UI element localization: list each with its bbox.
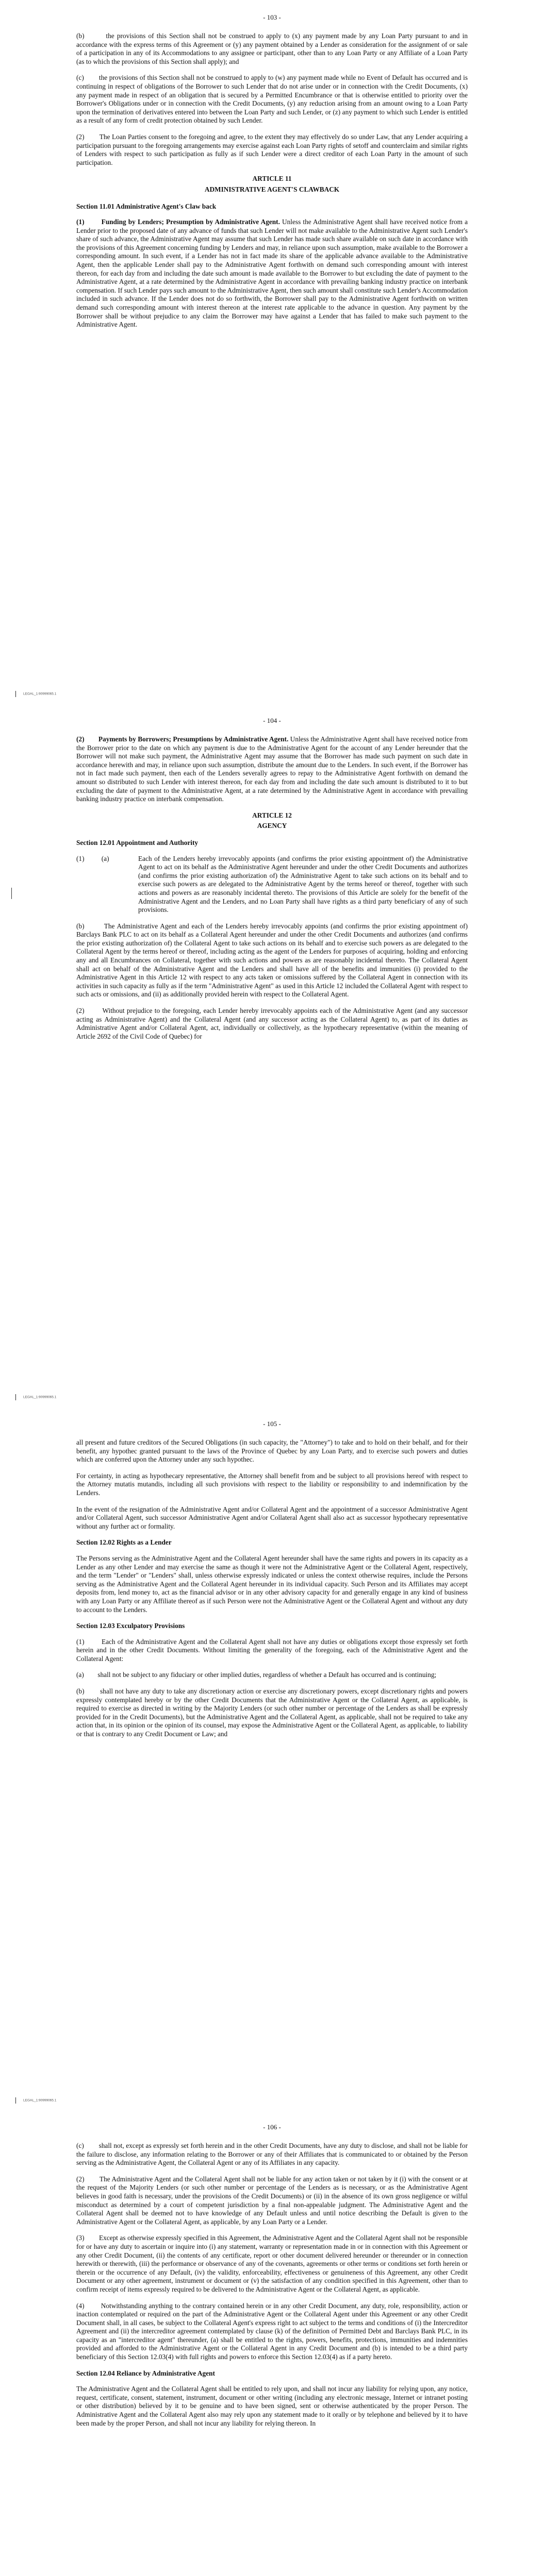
page-number: - 103 -	[263, 13, 281, 21]
paragraph-run-heading: (1) Funding by Lenders; Presumption by Administrative Agent.	[76, 218, 280, 226]
paragraph-2: (2) The Loan Parties consent to the foregoing and agree, to the extent they may effectively do so under Law, that any Lender acquiring a participation pursuant to the foregoing arrangements may exercise against each Loan Party rights of setoff and counterclaim and similar rights of Lenders with respect to such participation as fully as if such Lender were a direct creditor of each Loan Party in the amount of such participation.	[76, 132, 468, 166]
footer-code: LEGAL_1:90999065.1	[23, 2098, 57, 2103]
paragraph-1203-3: (3) Except as otherwise expressly specified in this Agreement, the Administrative Agent and the Collateral Agent shall not be responsible for or have any duty to ascertain or inquire into (i) any statement, warranty or representation made in or in connection with this Agreement or any other Credit Document, (ii) the contents of any certificate, report or other document delivered hereunder or thereunder or in connection herewith or therewith, (iii) the performance or observance of any of the covenants, agreements or other terms or conditions set forth herein or therein or the occurrence of any Default, (iv) the validity, enforceability, effectiveness or genuineness of this Agreement, any other Credit Document or any other agreement, instrument or document or (v) the satisfaction of any condition specified in this Agreement, other than to confirm receipt of items expressly required to be delivered to the Administrative Agent or the Collateral Agent, as applicable.	[76, 2234, 468, 2293]
article-title: ARTICLE 12	[252, 811, 292, 819]
paragraph-run-body: Unless the Administrative Agent shall have received notice from a Lender prior to the proposed date of any advance of funds that such Lender will not make available to the Administrative Agent such Lender's share of such advance, the Administrative Agent may assume that such Lender has made such share available on such date in accordance with the provisions of this Agreement concerning funding by Lenders and may, in reliance upon such assumption, make available to the Borrower a corresponding amount. In such event, if a Lender has not in fact made its share of the applicable advance available to the Administrative Agent, then the applicable Lender shall pay to the Administrative Agent forthwith on demand such corresponding amount with interest thereon, for each day from and including the date such amount is made available to the Borrower to but excluding the date of payment to the Administrative Agent, at a rate determined by the Administrative Agent in accordance with prevailing banking industry practice on interbank compensation. If such Lender pays such amount to the Administrative Agent, then such amount shall constitute such Lender's Accommodation included in such advance. If the Lender does not do so forthwith, the Borrower shall pay to the Administrative Agent forthwith on written demand such corresponding amount with interest thereon at the interest rate applicable to the advance in question. Any payment by the Borrower shall be without prejudice to any claim the Borrower may have against a Lender that has failed to make such payment to the Administrative Agent.	[76, 218, 468, 329]
page-footer	[15, 1394, 56, 1400]
paragraph-c: (c) the provisions of this Section shall not be construed to apply to (w) any payment made while no Event of Default has occurred and is continuing in respect of obligations of the Borrower to such Lender that do not arise under or in connection with the Credit Documents, (x) any payment made in respect of an obligation that is secured by a Permitted Encumbrance or that is otherwise entitled to priority over the Borrower's Obligations under or in connection with the Credit Documents, (y) any reduction arising from an amount owing to a Loan Party upon the termination of derivatives entered into between the Loan Party and such Lender, or (z) any payment to which such Lender is entitled as a result of any form of credit protection obtained by such Lender.	[76, 74, 468, 125]
page-footer	[15, 2097, 56, 2104]
section-heading: Section 12.02 Rights as a Lender	[76, 1538, 172, 1547]
paragraph-1203-4: (4) Notwithstanding anything to the contrary contained herein or in any other Credit Document, any duty, role, responsibility, action or inaction contemplated or required on the part of the Administrative Agent or the Collateral Agent under this Agreement or any other Credit Document shall, in all cases, be subject to the Collateral Agent's express right to act subject to the terms and conditions of (i) the Intercreditor Agreement and (ii) the intercreditor agreement contemplated by clause (k) of the definition of Permitted Debt and Barclays Bank PLC, in its capacity as an "intercreditor agent" thereunder, (a) shall be entitled to the rights, powers, benefits, protections, immunities and indemnities provided and afforded to the Administrative Agent or the Collateral Agent in any Credit Document and (b) is intended to be a third party beneficiary of this Section 12.03(4) with full rights and powers to enforce this Section 12.03(4) as if a party hereto.	[76, 2301, 468, 2361]
paragraph-1101-2	[76, 735, 468, 804]
paragraph-run-heading: (2) Payments by Borrowers; Presumptions by Administrative Agent.	[76, 735, 289, 743]
change-bar	[15, 2097, 16, 2104]
article-subtitle: ADMINISTRATIVE AGENT'S CLAWBACK	[204, 185, 340, 193]
document-page-106	[0, 2110, 544, 2576]
document-page-105	[0, 1406, 544, 2110]
page-number: - 106 -	[263, 2123, 281, 2131]
paragraph-1203-c: (c) shall not, except as expressly set forth herein and in the other Credit Documents, have any duty to disclose, and shall not be liable for the failure to disclose, any information relating to the Borrower or any of their Affiliates that is communicated to or obtained by the Person serving as the Administrative Agent, the Collateral Agent or any of its Affiliates in any capacity.	[76, 2142, 468, 2167]
section-heading: Section 12.04 Reliance by Administrative Agent	[76, 2369, 215, 2377]
page-content	[76, 2110, 468, 2576]
paragraph-1203-a: (a) shall not be subject to any fiduciary or other implied duties, regardless of whether a Default has occurred and is continuing;	[76, 1671, 437, 1679]
page-content	[76, 0, 468, 703]
footer-code: LEGAL_1:90999065.1	[23, 692, 57, 696]
document-page-103	[0, 0, 544, 703]
page-footer	[15, 691, 56, 697]
paragraph-1202: The Persons serving as the Administrative Agent and the Collateral Agent hereunder shall have the same rights and powers in its capacity as a Lender as any other Lender and may exercise the same as though it were not the Administrative Agent or the Collateral Agent, respectively, and the term "Lender" or "Lenders" shall, unless otherwise expressly indicated or unless the context otherwise requires, include the Persons serving as the Administrative Agent and the Collateral Agent hereunder in its individual capacity. Such Person and its Affiliates may accept deposits from, lend money to, act as the financial advisor or in any other advisory capacity for and generally engage in any kind of business with any Loan Party or any Affiliate thereof as if such Person were not the Administrative Agent or the Collateral Agent and without any duty to account to the Lenders.	[76, 1554, 468, 1614]
paragraph-1201-1b: (b) The Administrative Agent and each of the Lenders hereby irrevocably appoints (and confirms the prior existing appointment of) Barclays Bank PLC to act on its behalf as a Collateral Agent hereunder and under the other Credit Documents and authorizes (and confirms the prior existing authorization of) the Collateral Agent to take such actions on its behalf and to exercise such powers as are delegated to the Collateral Agent by the terms hereof or thereof, including acting as the agent of the Lenders for purposes of acquiring, holding and enforcing any and all Encumbrances on Collateral, together with such actions and powers as are reasonably incidental thereto. The Collateral Agent shall act on behalf of the Administrative Agent and the Lenders and shall have all of the benefits and immunities (i) provided to the Administrative Agent in this Article 12 with respect to any acts taken or omissions suffered by the Collateral Agent in connection with its activities in such capacity as fully as if the term "Administrative Agent" as used in this Article 12 included the Collateral Agent with respect to such acts or omissions, and (ii) as additionally provided herein with respect to the Collateral Agent.	[76, 922, 468, 998]
article-subtitle: AGENCY	[257, 822, 287, 830]
paragraph-text: Each of the Lenders hereby irrevocably appoints (and confirms the prior existing appointment of) the Administrative Agent to act on its behalf as the Administrative Agent hereunder and under the other Credit Documents and authorizes (and confirms the prior existing authorization of) the Administrative Agent to take such actions on its behalf and to exercise such powers as are delegated to the Administrative Agent by the terms hereof or thereof, together with such actions and powers as are reasonably incidental thereto. The provisions of this Article are solely for the benefit of the Administrative Agent and the Lenders, and no Loan Party shall have rights as a third party beneficiary of any of such provisions.	[138, 854, 468, 914]
document-page-104	[0, 703, 544, 1406]
paragraph-b: (b) the provisions of this Section shall not be construed to apply to (x) any payment made by any Loan Party pursuant to and in accordance with the express terms of this Agreement or (y) any payment obtained by a Lender as consideration for the assignment of or sale of a participation in any of its Accommodations to any assignee or participant, other than to any Loan Party or any Affiliate of a Loan Party (as to which the provisions of this Section shall apply); and	[76, 32, 468, 65]
paragraph-1201-2: (2) Without prejudice to the foregoing, each Lender hereby irrevocably appoints each of the Administrative Agent (and any successor acting as Administrative Agent) and the Collateral Agent (and any successor acting as the Collateral Agent) to, as part of its duties as Administrative Agent and/or Collateral Agent, act, individually or collectively, as the hypothecary representative (within the meaning of Article 2692 of the Civil Code of Quebec) for	[76, 1007, 468, 1040]
paragraph-run-body: Unless the Administrative Agent shall have received notice from the Borrower prior to the date on which any payment is due to the Administrative Agent for the account of any Lender hereunder that the Borrower will not make such payment, the Administrative Agent may assume that the Borrower has made such payment on such date in accordance herewith and may, in reliance upon such assumption, distribute the amount due to the Lenders. In such event, if the Borrower has not in fact made such payment, then each of the Lenders severally agrees to repay to the Administrative Agent forthwith on demand the amount so distributed to such Lender with interest thereon, for each day from and including the date such amount is distributed to it to but excluding the date of payment to the Administrative Agent, at a rate determined by the Administrative Agent in accordance with prevailing banking industry practice on interbank compensation.	[76, 735, 468, 803]
paragraph-1201-1a	[76, 855, 468, 914]
change-bar	[11, 888, 12, 899]
section-heading: Section 12.03 Exculpatory Provisions	[76, 1622, 185, 1630]
footer-code: LEGAL_1:90999065.1	[23, 1395, 57, 1399]
paragraph-1203-b: (b) shall not have any duty to take any discretionary action or exercise any discretionary powers, except discretionary rights and powers expressly contemplated hereby or by the other Credit Documents that the Administrative Agent or the Collateral Agent, as applicable, is required to exercise as directed in writing by the Majority Lenders (or such other number or percentage of the Lenders as shall be expressly provided for in the Credit Documents), but the Administrative Agent and the Collateral Agent, as applicable, shall not be required to take any action that, in its opinion or the opinion of its counsel, may expose the Administrative Agent or the Collateral Agent, as applicable, to liability or that is contrary to any Credit Document or Law; and	[76, 1687, 468, 1738]
paragraph-label: (1) (a)	[76, 854, 109, 862]
paragraph-1203-1: (1) Each of the Administrative Agent and the Collateral Agent shall not have any duties or obligations except those expressly set forth herein and in the other Credit Documents. Without limiting the generality of the foregoing, each of the Administrative Agent and the Collateral Agent:	[76, 1637, 468, 1663]
paragraph-continuation: all present and future creditors of the Secured Obligations (in such capacity, the "Attorney") to take and to hold on their behalf, and for their benefit, any hypothec granted pursuant to the laws of the Province of Quebec by any Loan Party, and to exercise such powers and duties which are conferred upon the Attorney under any such hypothec.	[76, 1438, 468, 1464]
page-content	[76, 1406, 468, 2110]
section-heading: Section 12.01 Appointment and Authority	[76, 838, 199, 846]
page-body	[76, 735, 468, 1048]
paragraph-certainty: For certainty, in acting as hypothecary representative, the Attorney shall benefit from and be subject to all provisions hereof with respect to the Attorney mutatis mutandis, including all such provisions with respect to the liability or responsibility to and indemnification by the Lenders.	[76, 1471, 468, 1497]
page-body	[76, 2142, 468, 2435]
change-bar	[15, 691, 16, 697]
page-number: - 104 -	[263, 717, 281, 724]
paragraph-1204: The Administrative Agent and the Collateral Agent shall be entitled to rely upon, and shall not incur any liability for relying upon, any notice, request, certificate, consent, statement, instrument, document or other writing (including any electronic message, Internet or intranet posting or other distribution) believed by it to be genuine and to have been signed, sent or otherwise authenticated by the proper Person. The Administrative Agent and the Collateral Agent also may rely upon any statement made to it orally or by telephone and believed by it to have been made by the proper Person, and shall not incur any liability for relying thereon. In	[76, 2385, 468, 2427]
change-bar	[15, 1394, 16, 1400]
page-body	[76, 1438, 468, 1747]
paragraph-1101-1	[76, 218, 468, 329]
section-heading: Section 11.01 Administrative Agent's Claw back	[76, 202, 217, 210]
page-body	[76, 32, 468, 337]
page-number: - 105 -	[263, 1420, 281, 1428]
paragraph-1203-2: (2) The Administrative Agent and the Collateral Agent shall not be liable for any action taken or not taken by it (i) with the consent or at the request of the Majority Lenders (or such other number or percentage of the Lenders as is necessary, or as the Administrative Agent believes in good faith is necessary, under the provisions of the Credit Documents) or (ii) in the absence of its own gross negligence or wilful misconduct as determined by a court of competent jurisdiction by a final non-appealable judgment. The Administrative Agent and the Collateral Agent shall be deemed not to have knowledge of any Default unless and until notice describing the Default is given to the Administrative Agent or the Collateral Agent, as applicable, by any Loan Party or a Lender.	[76, 2175, 468, 2226]
page-content	[76, 703, 468, 1406]
paragraph-successor: In the event of the resignation of the Administrative Agent and/or Collateral Agent and the appointment of a successor Administrative Agent and/or Collateral Agent, such successor Administrative Agent and/or Collateral Agent shall also act as successor hypothecary representative without any further act or formality.	[76, 1505, 468, 1530]
article-title: ARTICLE 11	[252, 175, 292, 183]
